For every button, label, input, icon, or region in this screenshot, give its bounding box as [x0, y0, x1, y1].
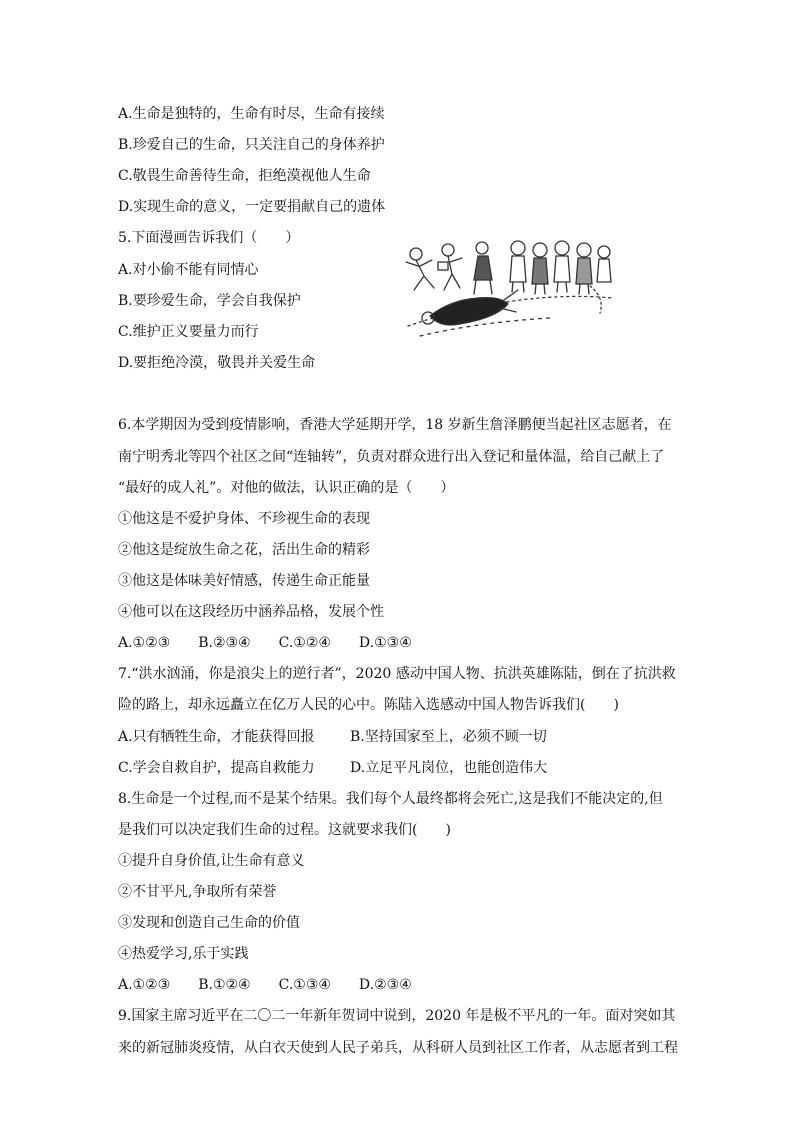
- q5-option-b: B.要珍爱生命，学会自我保护: [118, 293, 301, 309]
- q4-option-b: B.珍爱自己的生命，只关注自己的身体养护: [118, 137, 385, 153]
- q9-stem-line-1: 9.国家主席习近平在二〇二一年新年贺词中说到，2020 年是极不平凡的一年。面对突如其: [118, 1008, 676, 1024]
- q8-statement-3: ③发现和创造自己生命的价值: [118, 915, 300, 931]
- q7-option-c: C.学会自救自护，提高自救能力: [118, 760, 315, 776]
- q8-stem-line-1: 8.生命是一个过程,而不是某个结果。我们每个人最终都将会死亡,这是我们不能决定的,但: [118, 791, 663, 807]
- q5-option-d: D.要拒绝冷漠，敬畏并关爱生命: [118, 355, 316, 371]
- q5-option-c: C.维护正义要量力而行: [118, 324, 259, 340]
- q6-statement-3: ③他这是体味美好情感，传递生命正能量: [118, 573, 370, 589]
- q7-option-d: D.立足平凡岗位，也能创造伟大: [350, 760, 548, 776]
- q6-stem-line-1: 6.本学期因为受到疫情影响，香港大学延期开学，18 岁新生詹泽鹏便当起社区志愿者，在: [118, 417, 672, 433]
- q6-stem-line-2: 南宁明秀北等四个社区之间“连轴转”，负责对群众进行出入登记和量体温，给自己献上了: [118, 449, 665, 465]
- q8-statement-1: ①提升自身价值,让生命有意义: [118, 853, 305, 869]
- q7-options-row-1: [118, 727, 547, 747]
- q6-stem-line-3: “最好的成人礼”。对他的做法，认识正确的是（ ）: [118, 480, 455, 496]
- q4-option-a: A.生命是独特的，生命有时尽，生命有接续: [118, 106, 385, 122]
- q7-stem-line-1: 7.“洪水汹涌，你是浪尖上的逆行者”，2020 感动中国人物、抗洪英雄陈陆，倒在了抗洪救: [118, 666, 676, 682]
- q8-stem-line-2: 是我们可以决定我们生命的过程。这就要求我们( ): [118, 822, 451, 838]
- q7-option-b: B.坚持国家至上，必须不顾一切: [350, 729, 547, 745]
- cartoon-image: [400, 238, 620, 340]
- q8-statement-2: ②不甘平凡,争取所有荣誉: [118, 884, 277, 900]
- q7-options-row-2: [118, 758, 547, 778]
- q7-stem-line-2: 险的路上，却永远矗立在亿万人民的心中。陈陆入选感动中国人物告诉我们( ): [118, 697, 619, 713]
- q6-statement-4: ④他可以在这段经历中涵养品格，发展个性: [118, 604, 384, 620]
- q9-stem-line-2: 来的新冠肺炎疫情，从白衣天使到人民子弟兵，从科研人员到社区工作者，从志愿者到工程: [118, 1040, 678, 1056]
- q8-choices: A.①②③ B.①②④ C.①③④ D.②③④: [118, 977, 412, 993]
- q5-option-a: A.对小偷不能有同情心: [118, 262, 259, 278]
- q4-option-c: C.敬畏生命善待生命，拒绝漠视他人生命: [118, 168, 371, 184]
- q4-option-d: D.实现生命的意义，一定要捐献自己的遗体: [118, 199, 386, 215]
- q6-choices: A.①②③ B.②③④ C.①②④ D.①③④: [118, 635, 412, 651]
- q6-statement-2: ②他这是绽放生命之花，活出生命的精彩: [118, 542, 370, 558]
- q6-statement-1: ①他这是不爱护身体、不珍视生命的表现: [118, 511, 370, 527]
- q8-statement-4: ④热爱学习,乐于实践: [118, 946, 249, 962]
- q5-stem: 5.下面漫画告诉我们（ ）: [118, 230, 300, 246]
- q7-option-a: A.只有牺牲生命，才能获得回报: [118, 729, 315, 745]
